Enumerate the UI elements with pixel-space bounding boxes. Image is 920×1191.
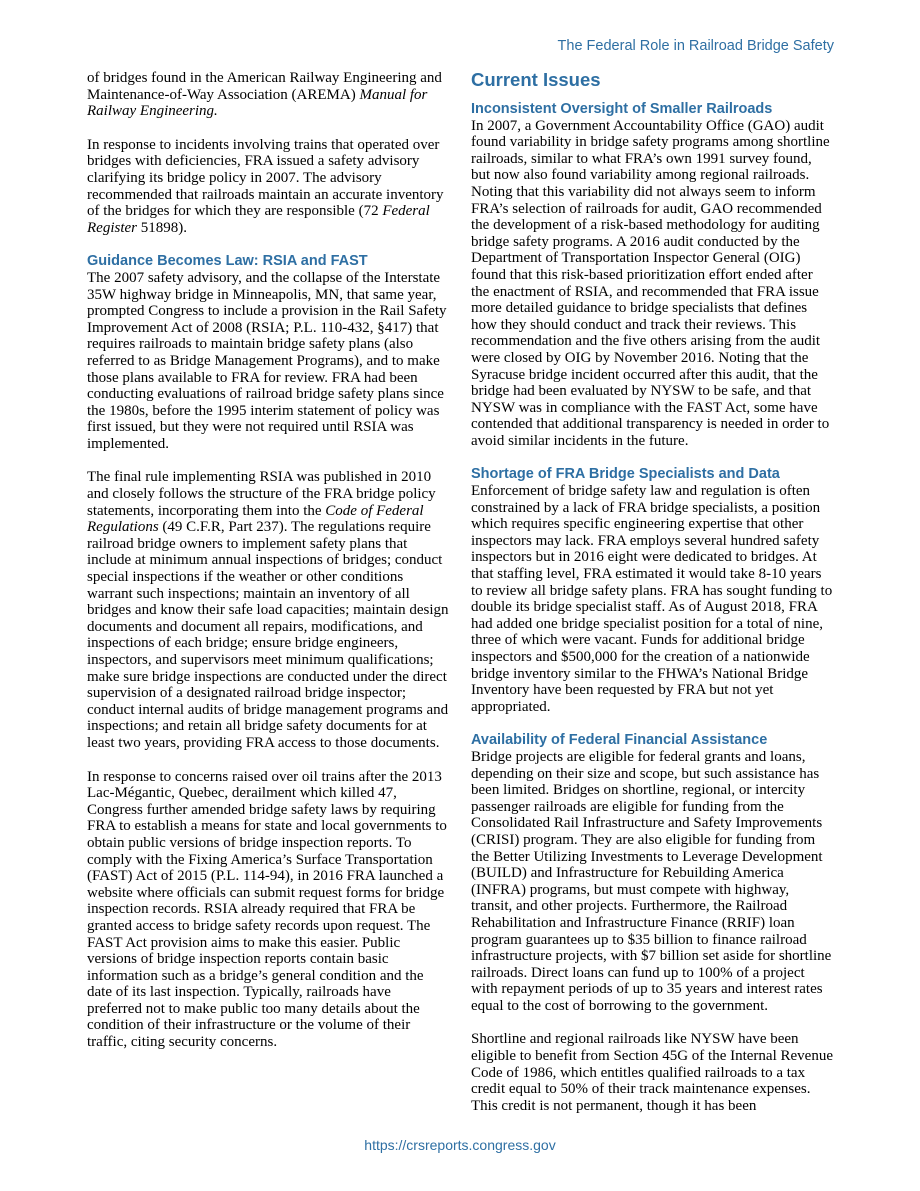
- manual-title: Manual for Railway Engineering.: [87, 86, 428, 120]
- paragraph-safety-advisory: [87, 137, 449, 237]
- text-run: In response to incidents involving trains that operated over bridges with deficiencies, FRA issued a safety advisory clarifying its bridge policy in 2007. The advisory recommended that railroads maintain an accurate inventory of the bridges for which they are responsible (72: [87, 136, 444, 220]
- heading-federal-assistance: Availability of Federal Financial Assistance: [471, 732, 768, 749]
- paragraph-fast-act: In response to concerns raised over oil trains after the 2013 Lac-Mégantic, Quebec, derailment which killed 47, Congress further amended bridge safety laws by requiring FRA to establish a means for state and local governments to obtain public versions of bridge inspection reports. To comply with the Fixing America’s Surface Transportation (FAST) Act of 2015 (P.L. 114-94), in 2016 FRA launched a website where officials can submit request forms for bridge inspection records. RSIA already required that FRA be granted access to bridge safety records upon request. The FAST Act provision aims to make this easier. Public versions of bridge inspection reports contain basic information such as a bridge’s general condition and the date of its last inspection. Typically, railroads have preferred not to make public too many details about the condition of their infrastructure or the volume of their traffic, citing security concerns.: [87, 768, 447, 1051]
- paragraph-grants-loans: Bridge projects are eligible for federal grants and loans, depending on their size and scope, but such assistance has been limited. Bridges on shortline, regional, or intercity passenger railroads are eligible for funding from the Consolidated Rail Infrastructure and Safety Improvements (CRISI) program. They are also eligible for funding from the Better Utilizing Investments to Leverage Development (BUILD) and Infrastructure for Rebuilding America (INFRA) programs, but must compete with highway, transit, and other projects. Furthermore, the Railroad Rehabilitation and Infrastructure Finance (RRIF) loan program guarantees up to $35 billion to finance railroad infrastructure projects, with $7 billion set aside for shortline railroads. Direct loans can fund up to 100% of a project with repayment periods of up to 35 years and interest rates equal to the cost of borrowing to the government.: [471, 748, 832, 1014]
- heading-shortage-specialists: Shortage of FRA Bridge Specialists and Data: [471, 466, 780, 483]
- heading-current-issues: Current Issues: [471, 69, 601, 90]
- heading-guidance-becomes-law: Guidance Becomes Law: RSIA and FAST: [87, 253, 368, 270]
- footer-url-link[interactable]: https://crsreports.congress.gov: [364, 1137, 556, 1153]
- text-run: The final rule implementing RSIA was published in 2010 and closely follows the structure of the FRA bridge policy statements, incorporating them into the: [87, 469, 436, 519]
- paragraph-gao-audit: In 2007, a Government Accountability Office (GAO) audit found variability in bridge safety programs among shortline railroads, similar to what FRA’s own 1991 survey found, but now also found variability among regional railroads. Noting that this variability did not always seem to inform FRA’s selection of railroads for audit, GAO recommended the development of a risk-based methodology for auditing bridge safety programs. A 2016 audit conducted by the Department of Transportation Inspector General (OIG) found that this risk-based prioritization effort ended after the enactment of RSIA, and recommended that FRA issue more detailed guidance to bridge specialists that defines how they should conduct and track their reviews. This recommendation and the five others arising from the audit were closed by OIG by November 2016. Noting that the Syracuse bridge incident occurred after this audit, that the bridge had been evaluated by NYSW to be safe, and that NYSW was in compliance with the FAST Act, some have contended that additional transparency is needed in order to avoid similar incidents in the future.: [471, 117, 830, 449]
- text-run: (49 C.F.R, Part 237). The regulations require railroad bridge owners to implement safety plans that include at minimum annual inspections of bridges; conduct special inspections if the weather or other conditions warrant such inspections; maintain an inventory of all bridges and know their safe load capacities; maintain design documents and document all repairs, modifications, and inspections of each bridge; ensure bridge engineers, inspectors, and supervisors meet minimum qualifications; make sure bridge inspections are conducted under the direct supervision of a designated railroad bridge inspector; conduct internal audits of bridge management programs and inspections; and retain all bridge safety documents for at least two years, providing FRA access to those documents.: [87, 519, 449, 751]
- cfr-title: Code of Federal Regulations: [87, 502, 424, 536]
- text-run: of bridges found in the American Railway Engineering and Maintenance-of-Way Association (AREMA): [87, 70, 442, 103]
- running-header-title: The Federal Role in Railroad Bridge Safety: [557, 38, 834, 54]
- paragraph-rsia: The 2007 safety advisory, and the collapse of the Interstate 35W highway bridge in Minneapolis, MN, that same year, prompted Congress to include a provision in the Rail Safety Improvement Act of 2008 (RSIA; P.L. 110-432, §417) that requires railroads to maintain bridge safety plans (also referred to as Bridge Management Programs), and to make those plans available to FRA for review. FRA had been conducting evaluations of railroad bridge safety plans since the 1980s, before the 1995 interim statement of policy was first issued, but they were not required until RSIA was implemented.: [87, 269, 447, 452]
- paragraph-arema: [87, 70, 449, 120]
- paragraph-bridge-specialists: Enforcement of bridge safety law and regulation is often constrained by a lack of FRA bridge specialists, a position which requires specific engineering expertise that other inspectors may lack. FRA employs several hundred safety inspectors but in 2016 eight were dedicated to bridges. At that staffing level, FRA estimated it would take 8-10 years to review all bridge safety plans. FRA has sought funding to double its bridge specialist staff. As of August 2018, FRA had added one bridge specialist position for a total of nine, three of which were vacant. Funds for additional bridge inspectors and $500,000 for the creation of a nationwide bridge inventory similar to the FHWA’s National Bridge Inventory have been requested by FRA but not yet appropriated.: [471, 483, 833, 715]
- paragraph-tax-credit: Shortline and regional railroads like NYSW have been eligible to benefit from Section 45G of the Internal Revenue Code of 1986, which entitles qualified railroads to a tax credit equal to 50% of their track maintenance expenses. This credit is not permanent, though it has been: [471, 1031, 833, 1114]
- right-column: [471, 70, 833, 1131]
- heading-inconsistent-oversight: Inconsistent Oversight of Smaller Railroads: [471, 101, 773, 117]
- left-column: [87, 70, 449, 1068]
- federal-register-title: Federal Register: [87, 203, 430, 236]
- text-run: 51898).: [137, 219, 187, 236]
- paragraph-final-rule: [87, 469, 449, 751]
